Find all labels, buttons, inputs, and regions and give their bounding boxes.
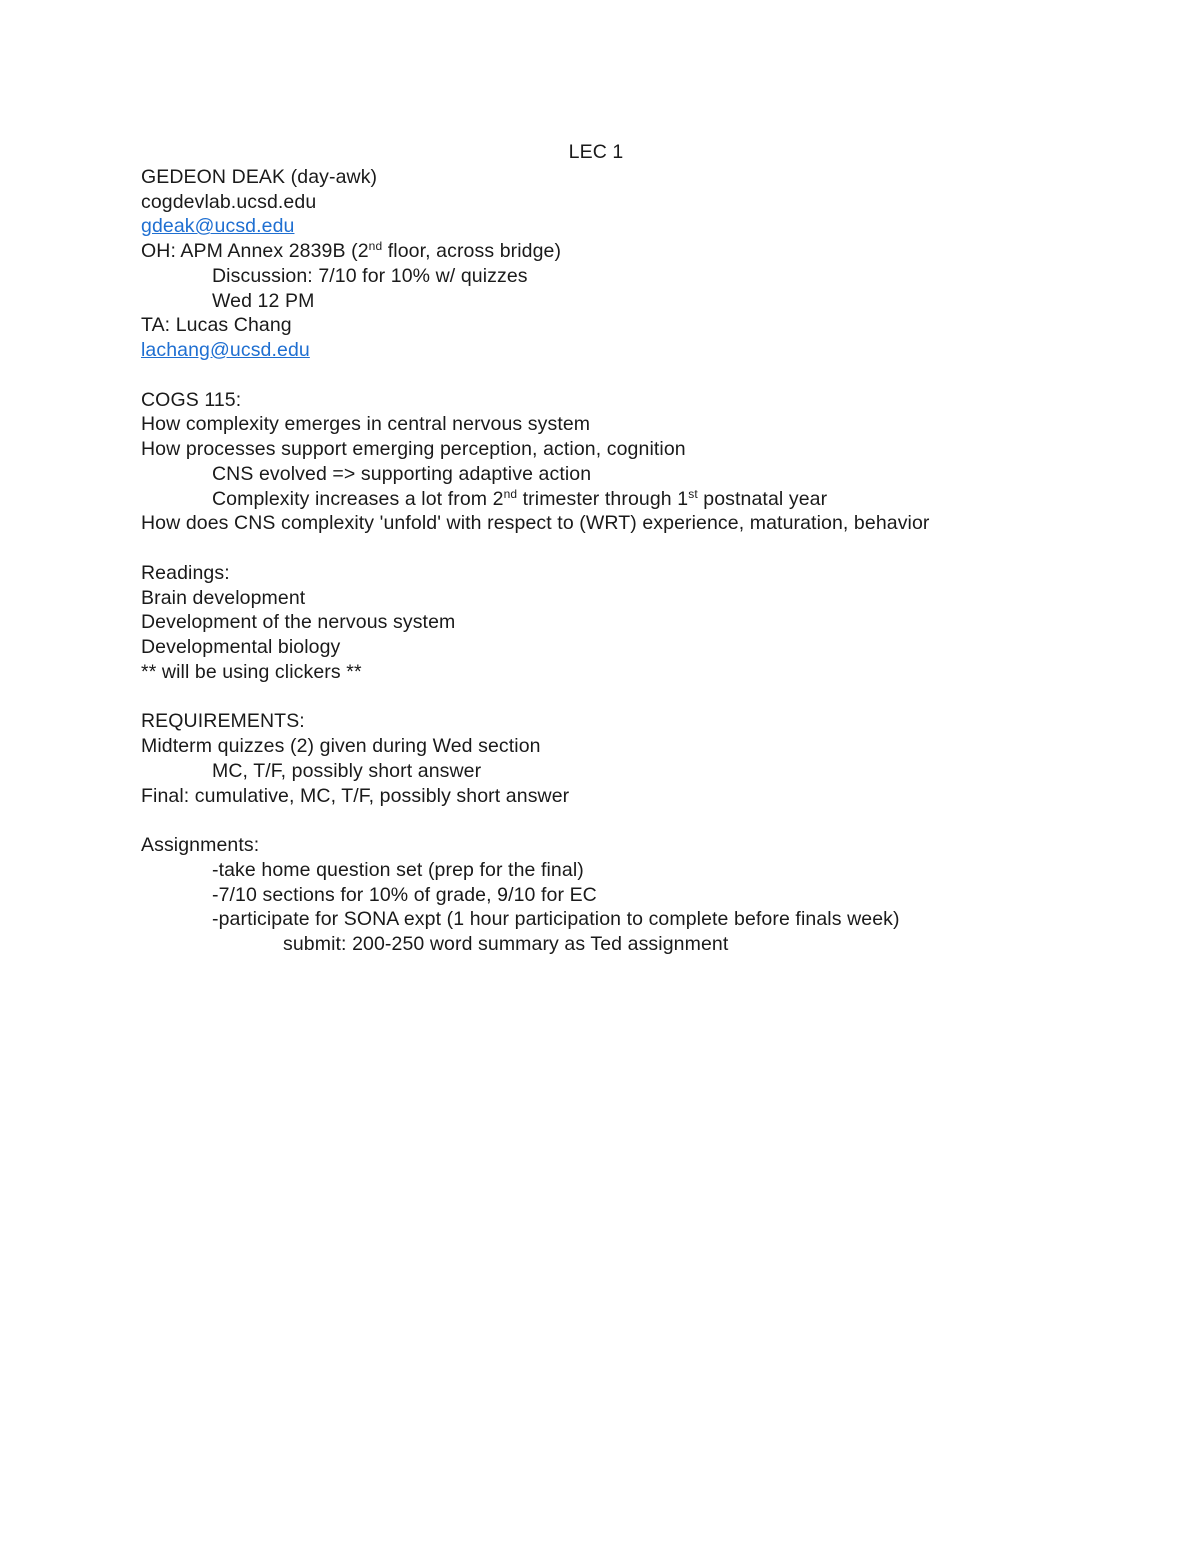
course-heading: COGS 115:: [141, 388, 242, 411]
instructor-name: GEDEON DEAK (day-awk): [141, 165, 378, 188]
spacer: [141, 685, 1081, 710]
discussion-info: Discussion: 7/10 for 10% w/ quizzes: [212, 264, 528, 287]
assignment-item: -participate for SONA expt (1 hour participation to complete before finals week): [212, 908, 900, 931]
office-hours-text-end: floor, across bridge): [382, 240, 562, 262]
clickers-note: ** will be using clickers **: [141, 660, 362, 683]
ordinal-suffix: nd: [368, 239, 383, 253]
subtopic-text: postnatal year: [697, 487, 828, 510]
ta-email-link[interactable]: lachang@ucsd.edu: [141, 339, 310, 361]
course-topic: How complexity emerges in central nervous system: [141, 413, 591, 436]
subtopic-text: Complexity increases a lot from 2: [212, 487, 504, 510]
assignments-heading: Assignments:: [141, 834, 260, 856]
course-subtopic: [141, 487, 1081, 512]
ta-name: TA: Lucas Chang: [141, 314, 292, 337]
course-subtopic: CNS evolved => supporting adaptive action: [212, 462, 592, 485]
submit-note: submit: 200-250 word summary as Ted assignment: [283, 933, 729, 955]
course-topic: How does CNS complexity 'unfold' with respect to (WRT) experience, maturation, behavior: [141, 512, 930, 535]
lecture-title: LEC 1: [568, 141, 624, 163]
midterm-detail: MC, T/F, possibly short answer: [212, 759, 482, 782]
lab-website: cogdevlab.ucsd.edu: [141, 190, 317, 213]
subtopic-text: trimester through 1: [517, 487, 689, 510]
course-topic: How processes support emerging perception, action, cognition: [141, 438, 686, 460]
midterm-requirement: Midterm quizzes (2) given during Wed section: [141, 735, 541, 757]
ordinal-suffix: nd: [503, 486, 518, 501]
reading-item: Developmental biology: [141, 636, 341, 658]
assignment-item: -7/10 sections for 10% of grade, 9/10 for EC: [212, 883, 597, 906]
spacer: [141, 808, 1081, 833]
spacer: [141, 536, 1081, 561]
discussion-time: Wed 12 PM: [212, 289, 315, 312]
requirements-heading: REQUIREMENTS:: [141, 710, 305, 733]
office-hours: [141, 239, 1081, 264]
office-hours-text: OH: APM Annex 2839B (2: [141, 240, 369, 262]
instructor-email-link[interactable]: gdeak@ucsd.edu: [141, 215, 295, 238]
spacer: [141, 363, 1081, 388]
reading-item: Development of the nervous system: [141, 611, 456, 634]
ordinal-suffix: st: [688, 486, 698, 501]
readings-heading: Readings:: [141, 561, 230, 584]
reading-item: Brain development: [141, 586, 306, 609]
final-requirement: Final: cumulative, MC, T/F, possibly short answer: [141, 784, 570, 807]
assignment-item: -take home question set (prep for the final): [212, 858, 584, 881]
document-page: [141, 140, 1081, 957]
